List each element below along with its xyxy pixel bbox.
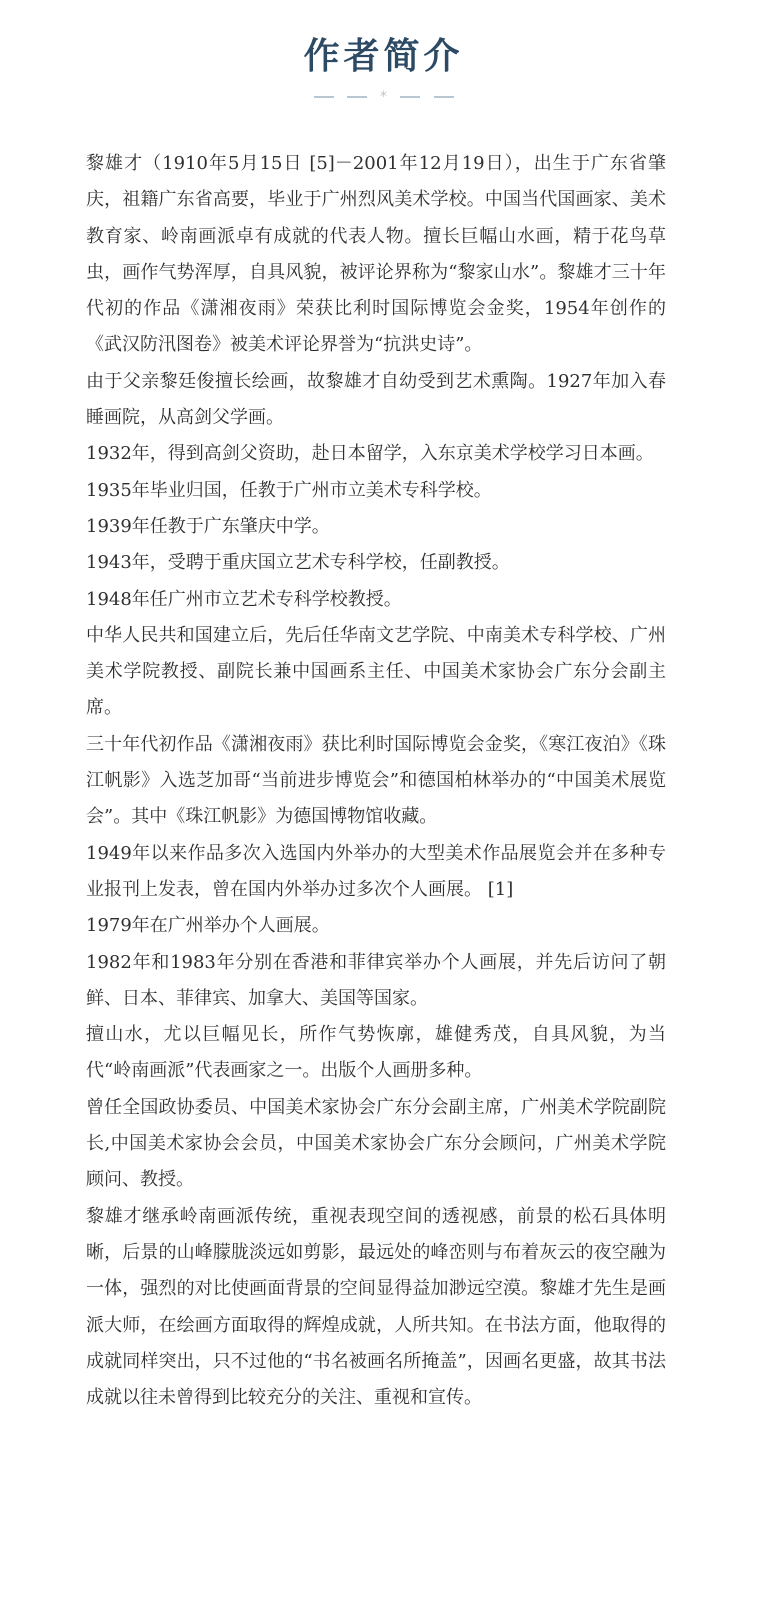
paragraph-positions: 曾任全国政协委员、中国美术家协会广东分会副主席，广州美术学院副院长,中国美术家协会会员，中国美术家协会广东分会顾问，广州美术学院顾问、教授。	[86, 1096, 666, 1191]
divider-dash	[434, 96, 454, 98]
paragraph-1979: 1979年在广州举办个人画展。	[86, 915, 330, 937]
paragraph-early-life: 由于父亲黎廷俊擅长绘画，故黎雄才自幼受到艺术熏陶。1927年加入春睡画院，从高剑父学画。	[86, 370, 666, 429]
divider-dash	[314, 96, 334, 98]
title-divider	[314, 90, 454, 104]
paragraph-awards: 三十年代初作品《潇湘夜雨》获比利时国际博览会金奖，《寒江夜泊》《珠江帆影》入选芝加哥“当前进步博览会”和德国柏林举办的“中国美术展览会”。其中《珠江帆影》为德国博物馆收藏。	[86, 733, 666, 828]
paragraph-1939: 1939年任教于广东肇庆中学。	[86, 515, 330, 537]
divider-dash	[347, 96, 367, 98]
header	[0, 30, 767, 104]
page-title: 作者简介	[303, 35, 464, 77]
paragraph-exhibitions: 1949年以来作品多次入选国内外举办的大型美术作品展览会并在多种专业报刊上发表，曾在国内外举办过多次个人画展。 [1]	[86, 842, 666, 900]
paragraph-1982-1983: 1982年和1983年分别在香港和菲律宾举办个人画展，并先后访问了朝鲜、日本、菲律宾、加拿大、美国等国家。	[86, 951, 666, 1009]
paragraph-1943: 1943年，受聘于重庆国立艺术专科学校，任副教授。	[86, 552, 510, 574]
divider-dash	[400, 96, 420, 98]
paragraph-legacy: 黎雄才继承岭南画派传统，重视表现空间的透视感，前景的松石具体明晰，后景的山峰朦胧淡远如剪影，最远处的峰峦则与布着灰云的夜空融为一体，强烈的对比使画面背景的空间显得益加渺远空漠。黎雄才先生是画派大师，在绘画方面取得的辉煌成就，人所共知。在书法方面，他取得的成就同样突出，只不过他的“书名被画名所掩盖”，因画名更盛，故其书法成就以往未曾得到比较充分的关注、重视和宣传。	[86, 1205, 666, 1409]
paragraph-1932: 1932年，得到高剑父资助，赴日本留学，入东京美术学校学习日本画。	[86, 443, 654, 465]
star-icon: *	[380, 89, 387, 105]
paragraph-prc-posts: 中华人民共和国建立后，先后任华南文艺学院、中南美术专科学校、广州美术学院教授、副院长兼中国画系主任、中国美术家协会广东分会副主席。	[86, 624, 666, 719]
biography-content	[86, 146, 666, 1416]
paragraph-1935: 1935年毕业归国，任教于广州市立美术专科学校。	[86, 479, 492, 501]
paragraph-style: 擅山水，尤以巨幅见长，所作气势恢廓，雄健秀茂，自具风貌，为当代“岭南画派”代表画家之一。出版个人画册多种。	[86, 1024, 666, 1082]
paragraph-1948: 1948年任广州市立艺术专科学校教授。	[86, 588, 402, 610]
paragraph-intro: 黎雄才（1910年5月15日 [5]－2001年12月19日），出生于广东省肇庆，祖籍广东省高要，毕业于广州烈风美术学校。中国当代国画家、美术教育家、岭南画派卓有成就的代表人物。擅长巨幅山水画，精于花鸟草虫，画作气势浑厚，自具风貌，被评论界称为“黎家山水”。黎雄才三十年代初的作品《潇湘夜雨》荣获比利时国际博览会金奖，1954年创作的《武汉防汛图卷》被美术评论界誉为“抗洪史诗”。	[86, 153, 666, 356]
